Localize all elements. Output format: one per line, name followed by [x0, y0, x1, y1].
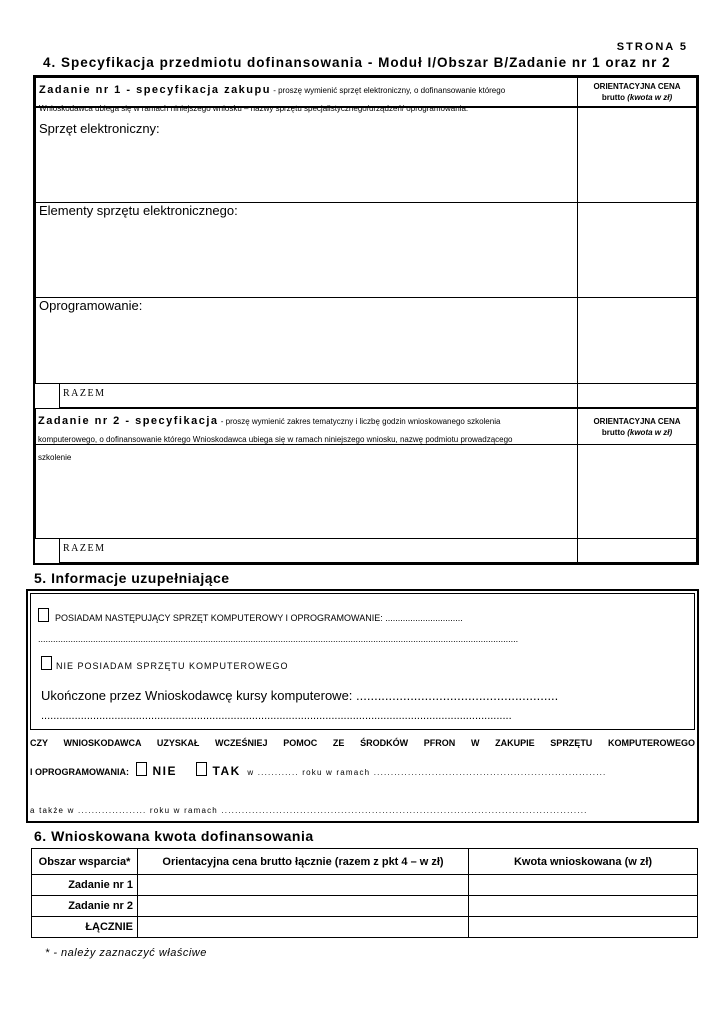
task1-row-label-elements: Elementy sprzętu elektronicznego: — [39, 203, 238, 218]
funding-table — [31, 848, 698, 938]
aid-answer-line — [30, 762, 700, 778]
task1-row-equipment-price[interactable] — [577, 107, 697, 203]
task2-instruction-b: komputerowego, o dofinansowanie którego Wnioskodawca ubiega się w ramach niniejszego wniosku, nazwę podmiotu prowadzącego — [38, 435, 513, 444]
task1-total-row — [59, 383, 578, 408]
task1-instruction-b: Wnioskodawca ubiega się w ramach niniejszego wniosku – nazwy sprzętu specjalistycznego/urządzeń/ oprogramowania: — [39, 104, 469, 113]
task2-row[interactable] — [35, 444, 578, 539]
task2-instruction-a: - proszę wymienić zakres tematyczny i liczbę godzin wnioskowanego szkolenia — [218, 417, 501, 426]
aid-yes-checkbox[interactable] — [196, 762, 207, 776]
price-header-line1: ORIENTACYJNA CENA — [593, 82, 681, 91]
has-equipment-checkbox[interactable] — [38, 608, 49, 622]
task1-total-label: RAZEM — [63, 388, 106, 399]
funding-price-cell[interactable] — [138, 875, 469, 896]
courses-dots-line[interactable]: .......................................................................................................................................................... — [41, 710, 512, 722]
aid-also-line[interactable]: a także w .................... roku w ramach ........................................................................................................... — [30, 806, 588, 815]
price-header-line2: brutto — [601, 428, 628, 437]
courses-line[interactable]: Ukończone przez Wnioskodawcę kursy komputerowe: ........................................................ — [41, 688, 559, 703]
task1-heading: Zadanie nr 1 - specyfikacja zakupu — [39, 84, 271, 96]
price-header-line1: ORIENTACYJNA CENA — [593, 417, 681, 426]
task1-row-label-equipment: Sprzęt elektroniczny: — [39, 121, 160, 136]
page-number: STRONA 5 — [616, 41, 688, 53]
task2-row-price[interactable] — [577, 444, 697, 539]
price-header-line2: brutto — [601, 93, 628, 102]
task1-total-price[interactable] — [577, 383, 697, 408]
task2-heading: Zadanie nr 2 - specyfikacja — [38, 415, 219, 427]
task2-total-label: RAZEM — [63, 543, 106, 554]
task2-price-header-text — [577, 416, 697, 438]
task1-row-label-software: Oprogramowanie: — [39, 298, 143, 313]
funding-requested-cell[interactable] — [469, 875, 698, 896]
funding-row-label: ŁĄCZNIE — [32, 917, 138, 938]
aid-question-cont: I OPROGRAMOWANIA: — [30, 767, 129, 777]
aid-year-text[interactable]: w ............ roku w ramach .................................................................... — [247, 768, 607, 777]
no-equipment-line — [41, 656, 289, 671]
task1-instruction-a: - proszę wymienić sprzęt elektroniczny, o dofinansowanie którego — [270, 86, 506, 95]
funding-row-label: Zadanie nr 2 — [32, 896, 138, 917]
funding-header-area: Obszar wsparcia* — [32, 849, 138, 875]
aid-yes-label: TAK — [212, 764, 241, 778]
aid-question: CZY WNIOSKODAWCA UZYSKAŁ WCZEŚNIEJ POMOC ZE ŚRODKÓW PFRON W ZAKUPIE SPRZĘTU KOMPUTEROWEGO — [30, 738, 695, 748]
no-equipment-label: NIE POSIADAM SPRZĘTU KOMPUTEROWEGO — [56, 661, 289, 671]
task1-price-header-text — [577, 81, 697, 103]
funding-price-cell[interactable] — [138, 917, 469, 938]
funding-requested-cell[interactable] — [469, 917, 698, 938]
task1-row-software-price[interactable] — [577, 297, 697, 384]
equipment-dots-line[interactable]: ................................................................................................................................................................................................ — [38, 634, 519, 644]
task2-total-row — [59, 538, 578, 563]
aid-no-checkbox[interactable] — [136, 762, 147, 776]
has-equipment-label: POSIADAM NASTĘPUJĄCY SPRZĘT KOMPUTEROWY I OPROGRAMOWANIE: ............................... — [55, 613, 463, 623]
has-equipment-line — [38, 608, 463, 623]
price-header-line3: (kwota w zł) — [627, 93, 673, 102]
task2-total-price[interactable] — [577, 538, 697, 563]
funding-header-price: Orientacyjna cena brutto łącznie (razem z pkt 4 – w zł) — [138, 849, 469, 875]
table-row — [32, 896, 698, 917]
price-header-line3: (kwota w zł) — [627, 428, 673, 437]
funding-requested-cell[interactable] — [469, 896, 698, 917]
aid-no-label: NIE — [152, 764, 178, 778]
no-equipment-checkbox[interactable] — [41, 656, 52, 670]
section6-title: 6. Wnioskowana kwota dofinansowania — [34, 828, 314, 844]
table-row — [32, 917, 698, 938]
funding-header-requested: Kwota wnioskowana (w zł) — [469, 849, 698, 875]
section4-title: 4. Specyfikacja przedmiotu dofinansowania - Moduł I/Obszar B/Zadanie nr 1 oraz nr 2 — [43, 55, 671, 70]
task1-row-elements-price[interactable] — [577, 202, 697, 298]
funding-price-cell[interactable] — [138, 896, 469, 917]
task2-instruction-c: szkolenie — [38, 453, 72, 462]
section5-title: 5. Informacje uzupełniające — [34, 570, 230, 586]
table-row — [32, 875, 698, 896]
funding-row-label: Zadanie nr 1 — [32, 875, 138, 896]
footnote: * - należy zaznaczyć właściwe — [45, 947, 207, 959]
